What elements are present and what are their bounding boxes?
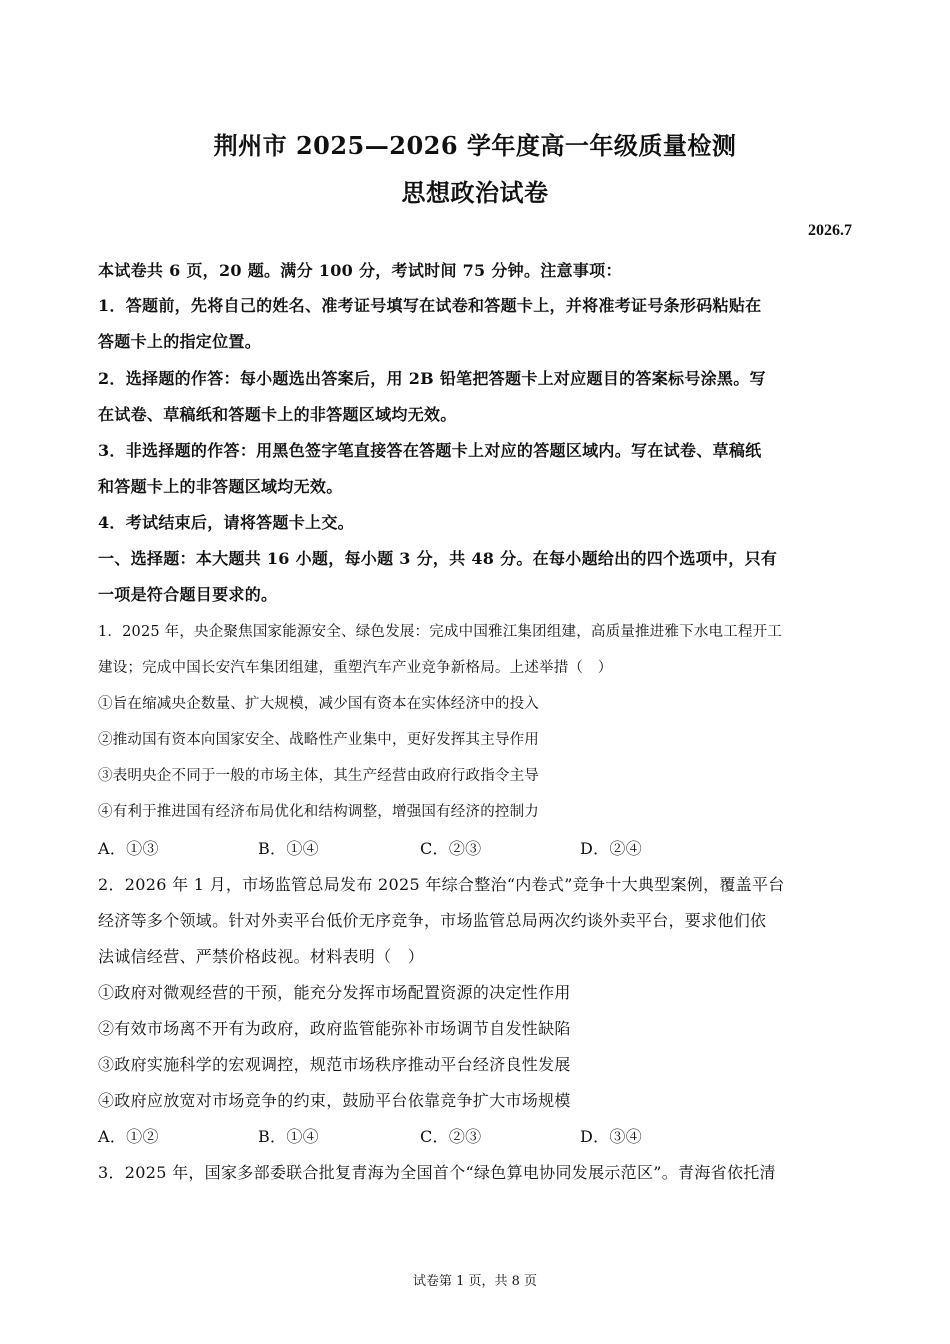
question-1-statement-3: ③表明央企不同于一般的市场主体，其生产经营由政府行政指令主导 [98, 768, 539, 784]
question-2-option-c: C．②③ [420, 1127, 482, 1146]
question-2-option-a: A．①② [98, 1127, 159, 1146]
exam-date: 2026.7 [808, 222, 852, 239]
instruction-3-line-2: 和答题卡上的非答题区域均无效。 [98, 477, 343, 496]
question-1-statement-4: ④有利于推进国有经济布局优化和结构调整，增强国有经济的控制力 [98, 804, 539, 820]
question-1-stem-line-2: 建设；完成中国长安汽车集团组建，重塑汽车产业竞争新格局。上述举措（ ） [98, 660, 613, 676]
section-1-heading-line-2: 一项是符合题目要求的。 [98, 585, 278, 604]
instructions-intro: 本试卷共 6 页，20 题。满分 100 分，考试时间 75 分钟。注意事项： [98, 261, 622, 280]
question-1-statement-2: ②推动国有资本向国家安全、战略性产业集中，更好发挥其主导作用 [98, 732, 539, 748]
exam-title: 荆州市 2025—2026 学年度高一年级质量检测 [213, 131, 737, 160]
page-footer: 试卷第 1 页，共 8 页 [412, 1274, 538, 1289]
question-1-option-a: A．①③ [98, 839, 159, 858]
instruction-2-line-2: 在试卷、草稿纸和答题卡上的非答题区域均无效。 [98, 405, 457, 424]
instruction-4: 4．考试结束后，请将答题卡上交。 [98, 513, 354, 532]
question-1-option-d: D．②④ [580, 839, 643, 858]
question-2-statement-2: ②有效市场离不开有为政府，政府监管能弥补市场调节自发性缺陷 [98, 1019, 571, 1038]
question-1-option-c: C．②③ [420, 839, 482, 858]
question-2-option-b: B．①④ [258, 1127, 319, 1146]
instruction-3-line-1: 3．非选择题的作答：用黑色签字笔直接答在答题卡上对应的答题区域内。写在试卷、草稿纸 [98, 441, 762, 460]
question-2-stem-line-2: 经济等多个领域。针对外卖平台低价无序竞争，市场监管总局两次约谈外卖平台，要求他们依 [98, 911, 767, 930]
question-2-stem-line-1: 2．2026 年 1 月，市场监管总局发布 2025 年综合整治“内卷式”竞争十大典型案例，覆盖平台 [98, 875, 785, 894]
question-3-stem-line-1: 3．2025 年，国家多部委联合批复青海为全国首个“绿色算电协同发展示范区”。青海省依托清 [98, 1163, 776, 1182]
exam-subject: 思想政治试卷 [401, 178, 549, 207]
question-2-statement-1: ①政府对微观经营的干预，能充分发挥市场配置资源的决定性作用 [98, 983, 571, 1002]
instruction-1-line-1: 1．答题前，先将自己的姓名、准考证号填写在试卷和答题卡上，并将准考证号条形码粘贴在 [98, 296, 762, 315]
question-1-statement-1: ①旨在缩减央企数量、扩大规模，减少国有资本在实体经济中的投入 [98, 696, 539, 712]
question-2-stem-line-3: 法诚信经营、严禁价格歧视。材料表明（ ） [98, 947, 425, 966]
instruction-1-line-2: 答题卡上的指定位置。 [98, 332, 262, 351]
question-1-stem-line-1: 1．2025 年，央企聚焦国家能源安全、绿色发展：完成中国雅江集团组建，高质量推进雅下水电工程开工 [98, 624, 783, 640]
instruction-2-line-1: 2．选择题的作答：每小题选出答案后，用 2B 铅笔把答题卡上对应题目的答案标号涂黑。写 [98, 369, 766, 388]
question-1-option-b: B．①④ [258, 839, 319, 858]
section-1-heading-line-1: 一、选择题：本大题共 16 小题，每小题 3 分，共 48 分。在每小题给出的四个选项中，只有 [98, 549, 778, 568]
question-2-statement-4: ④政府应放宽对市场竞争的约束，鼓励平台依靠竞争扩大市场规模 [98, 1091, 571, 1110]
question-2-statement-3: ③政府实施科学的宏观调控，规范市场秩序推动平台经济良性发展 [98, 1055, 571, 1074]
question-2-option-d: D．③④ [580, 1127, 643, 1146]
